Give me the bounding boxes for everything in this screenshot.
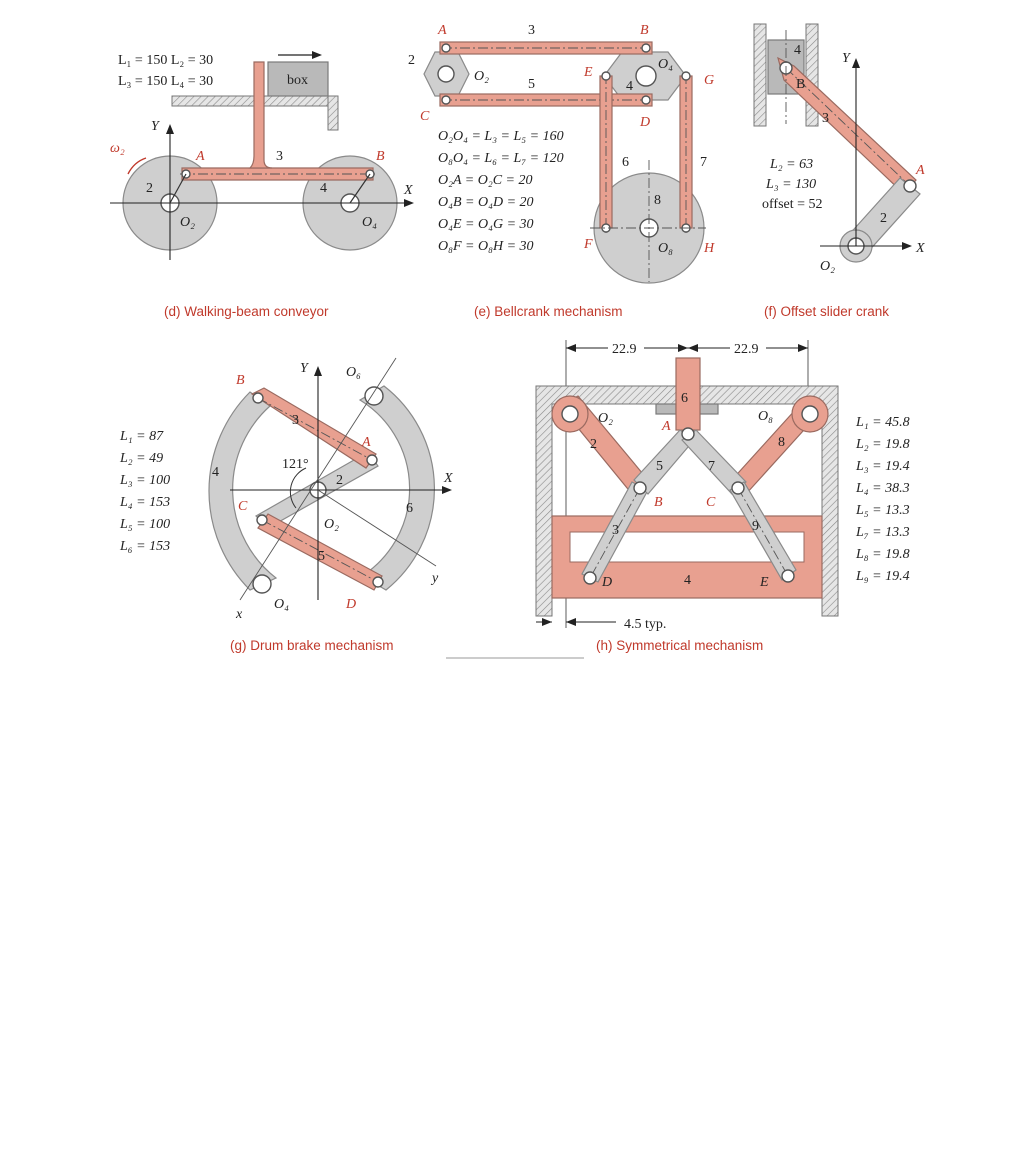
- panel-bellcrank: [408, 23, 715, 319]
- f-label-b: B: [796, 77, 806, 92]
- f-axis-x-head: [902, 242, 912, 250]
- e-param-4: O₄B = O₄D = 20: [438, 195, 534, 210]
- g-param-6: L₆ = 153: [120, 539, 171, 554]
- e-pin-b: [642, 44, 650, 52]
- g-caption: (g) Drum brake mechanism: [230, 638, 394, 653]
- h-param-4: L₄ = 38.3: [856, 481, 910, 496]
- g-shoe-6: [360, 386, 434, 590]
- h-dim-arrow-3: [688, 344, 698, 352]
- h-frame-notch-left: [656, 404, 676, 414]
- g-pin-d: [373, 577, 383, 587]
- e-num-3: 3: [528, 23, 535, 38]
- f-num-2: 2: [880, 211, 887, 226]
- f-axis-y-head: [852, 58, 860, 68]
- h-dim-left: 22.9: [612, 342, 637, 357]
- g-pin-c: [257, 515, 267, 525]
- h-pin-a: [682, 428, 694, 440]
- h-label-o8: O₈: [758, 409, 773, 424]
- e-pin-a: [442, 44, 450, 52]
- f-param-2: L₃ = 130: [766, 177, 817, 192]
- h-num-6: 6: [681, 391, 688, 406]
- e-label-h: H: [704, 241, 715, 256]
- h-label-o2: O₂: [598, 411, 613, 426]
- g-label-o2: O₂: [324, 517, 339, 532]
- e-num-8: 8: [654, 193, 661, 208]
- h-dim-bottom-arrow-1: [542, 618, 552, 626]
- e-param-2: O₈O₄ = L₆ = L₇ = 120: [438, 151, 564, 166]
- h-num-8: 8: [778, 435, 785, 450]
- e-num-4: 4: [626, 79, 633, 94]
- h-num-2: 2: [590, 437, 597, 452]
- f-caption: (f) Offset slider crank: [764, 304, 890, 319]
- g-label-a: A: [362, 435, 371, 450]
- d-label-omega: ω₂: [110, 141, 125, 156]
- e-label-d: D: [640, 115, 651, 130]
- g-label-o6: O₆: [346, 365, 361, 380]
- e-pin-c: [442, 96, 450, 104]
- f-num-3: 3: [822, 111, 829, 126]
- f-pin-a: [904, 180, 916, 192]
- h-dim-bottom-arrow-2: [566, 618, 576, 626]
- f-label-o2: O₂: [820, 259, 835, 274]
- h-num-5: 5: [656, 459, 663, 474]
- e-pin-d: [642, 96, 650, 104]
- e-label-g: G: [704, 73, 715, 88]
- g-num-6: 6: [406, 501, 413, 516]
- f-label-a: A: [916, 163, 925, 178]
- h-param-5: L₅ = 13.3: [856, 503, 910, 518]
- d-label-x: X: [404, 183, 413, 198]
- d-num-3: 3: [276, 149, 283, 164]
- g-label-d: D: [346, 597, 357, 612]
- h-param-3: L₃ = 19.4: [856, 459, 910, 474]
- e-label-b: B: [640, 23, 649, 38]
- h-label-b: B: [654, 495, 663, 510]
- panel-offset-slider: [754, 24, 925, 319]
- d-label-o2: O₂: [180, 215, 195, 230]
- panel-drum-brake: [119, 358, 453, 653]
- d-num-2: 2: [146, 181, 153, 196]
- g-label-o4: O₄: [274, 597, 289, 612]
- g-pin-a: [367, 455, 377, 465]
- f-param-3: offset = 52: [762, 197, 823, 212]
- e-param-1: O₂O₄ = L₃ = L₅ = 160: [438, 129, 564, 144]
- d-param-1: L₁ = 150 L₂ = 30: [118, 53, 214, 68]
- h-dim-arrow-2: [678, 344, 688, 352]
- d-label-a: A: [196, 149, 205, 164]
- h-dim-arrow-1: [566, 344, 576, 352]
- f-label-y: Y: [842, 51, 850, 66]
- h-param-8: L₉ = 19.4: [856, 569, 910, 584]
- e-label-o4: O₄: [658, 57, 673, 72]
- d-box-arrowhead: [312, 51, 322, 59]
- h-param-1: L₁ = 45.8: [856, 415, 910, 430]
- e-caption: (e) Bellcrank mechanism: [474, 304, 623, 319]
- g-label-c: C: [238, 499, 248, 514]
- h-pivot-o8: [802, 406, 818, 422]
- e-pivot-o2: [438, 66, 454, 82]
- d-ground-wall: [328, 96, 338, 130]
- e-pivot-o4: [636, 66, 656, 86]
- g-param-4: L₄ = 153: [120, 495, 171, 510]
- panel-walking-beam: [110, 51, 414, 319]
- e-label-e: E: [584, 65, 593, 80]
- h-caption: (h) Symmetrical mechanism: [596, 638, 764, 653]
- h-label-c: C: [706, 495, 716, 510]
- g-pin-b: [253, 393, 263, 403]
- e-label-f: F: [584, 237, 593, 252]
- h-pin-e: [782, 570, 794, 582]
- g-num-3: 3: [292, 413, 299, 428]
- d-label-o4: O₄: [362, 215, 377, 230]
- g-label-y: Y: [300, 361, 308, 376]
- g-axis-x-head: [442, 486, 452, 494]
- d-param-2: L₃ = 150 L₄ = 30: [118, 74, 214, 89]
- g-label-lx: x: [236, 607, 243, 622]
- h-pin-c: [732, 482, 744, 494]
- h-label-e: E: [760, 575, 769, 590]
- h-pin-b: [634, 482, 646, 494]
- g-num-2: 2: [336, 473, 343, 488]
- e-param-6: O₈F = O₈H = 30: [438, 239, 534, 254]
- e-num-2: 2: [408, 53, 415, 68]
- e-num-7: 7: [700, 155, 707, 170]
- g-num-5: 5: [318, 549, 325, 564]
- h-dim-bottom: 4.5 typ.: [624, 617, 667, 632]
- h-slider-6: [676, 358, 700, 430]
- d-caption: (d) Walking-beam conveyor: [164, 304, 329, 319]
- g-param-3: L₃ = 100: [120, 473, 171, 488]
- f-num-4: 4: [794, 43, 801, 58]
- g-num-4: 4: [212, 465, 219, 480]
- g-param-1: L₁ = 87: [120, 429, 164, 444]
- e-pin-e: [602, 72, 610, 80]
- g-axis-y-head: [314, 366, 322, 376]
- g-label-x: X: [444, 471, 453, 486]
- e-label-a: A: [438, 23, 447, 38]
- e-pin-g: [682, 72, 690, 80]
- g-param-5: L₅ = 100: [120, 517, 171, 532]
- e-label-o8: O₈: [658, 241, 673, 256]
- h-num-7: 7: [708, 459, 715, 474]
- h-num-4: 4: [684, 573, 691, 588]
- e-num-5: 5: [528, 77, 535, 92]
- h-num-9: 9: [752, 519, 759, 534]
- h-dim-arrow-4: [798, 344, 808, 352]
- d-label-b: B: [376, 149, 385, 164]
- g-angle-label: 121°: [282, 457, 309, 472]
- d-label-y: Y: [151, 119, 159, 134]
- d-num-4: 4: [320, 181, 327, 196]
- g-pivot-o4: [253, 575, 271, 593]
- h-param-2: L₂ = 19.8: [856, 437, 910, 452]
- panel-symmetrical: [536, 340, 910, 653]
- e-param-3: O₂A = O₂C = 20: [438, 173, 533, 188]
- h-param-6: L₇ = 13.3: [856, 525, 910, 540]
- g-label-b: B: [236, 373, 245, 388]
- h-label-d: D: [602, 575, 613, 590]
- f-param-1: L₂ = 63: [770, 157, 814, 172]
- d-axis-x-head: [404, 199, 414, 207]
- d-box-label: box: [287, 73, 308, 88]
- h-num-3: 3: [612, 523, 619, 538]
- h-pivot-o2: [562, 406, 578, 422]
- h-frame-notch-right: [698, 404, 718, 414]
- f-label-x: X: [916, 241, 925, 256]
- e-param-5: O₄E = O₄G = 30: [438, 217, 534, 232]
- e-num-6: 6: [622, 155, 629, 170]
- g-label-ly: y: [432, 571, 439, 586]
- h-pin-d: [584, 572, 596, 584]
- e-label-o2: O₂: [474, 69, 489, 84]
- g-param-2: L₂ = 49: [120, 451, 164, 466]
- f-guide-left: [754, 24, 766, 126]
- h-label-a: A: [662, 419, 671, 434]
- h-dim-right: 22.9: [734, 342, 759, 357]
- d-axis-y-head: [166, 124, 174, 134]
- h-param-7: L₈ = 19.8: [856, 547, 910, 562]
- e-label-c: C: [420, 109, 430, 124]
